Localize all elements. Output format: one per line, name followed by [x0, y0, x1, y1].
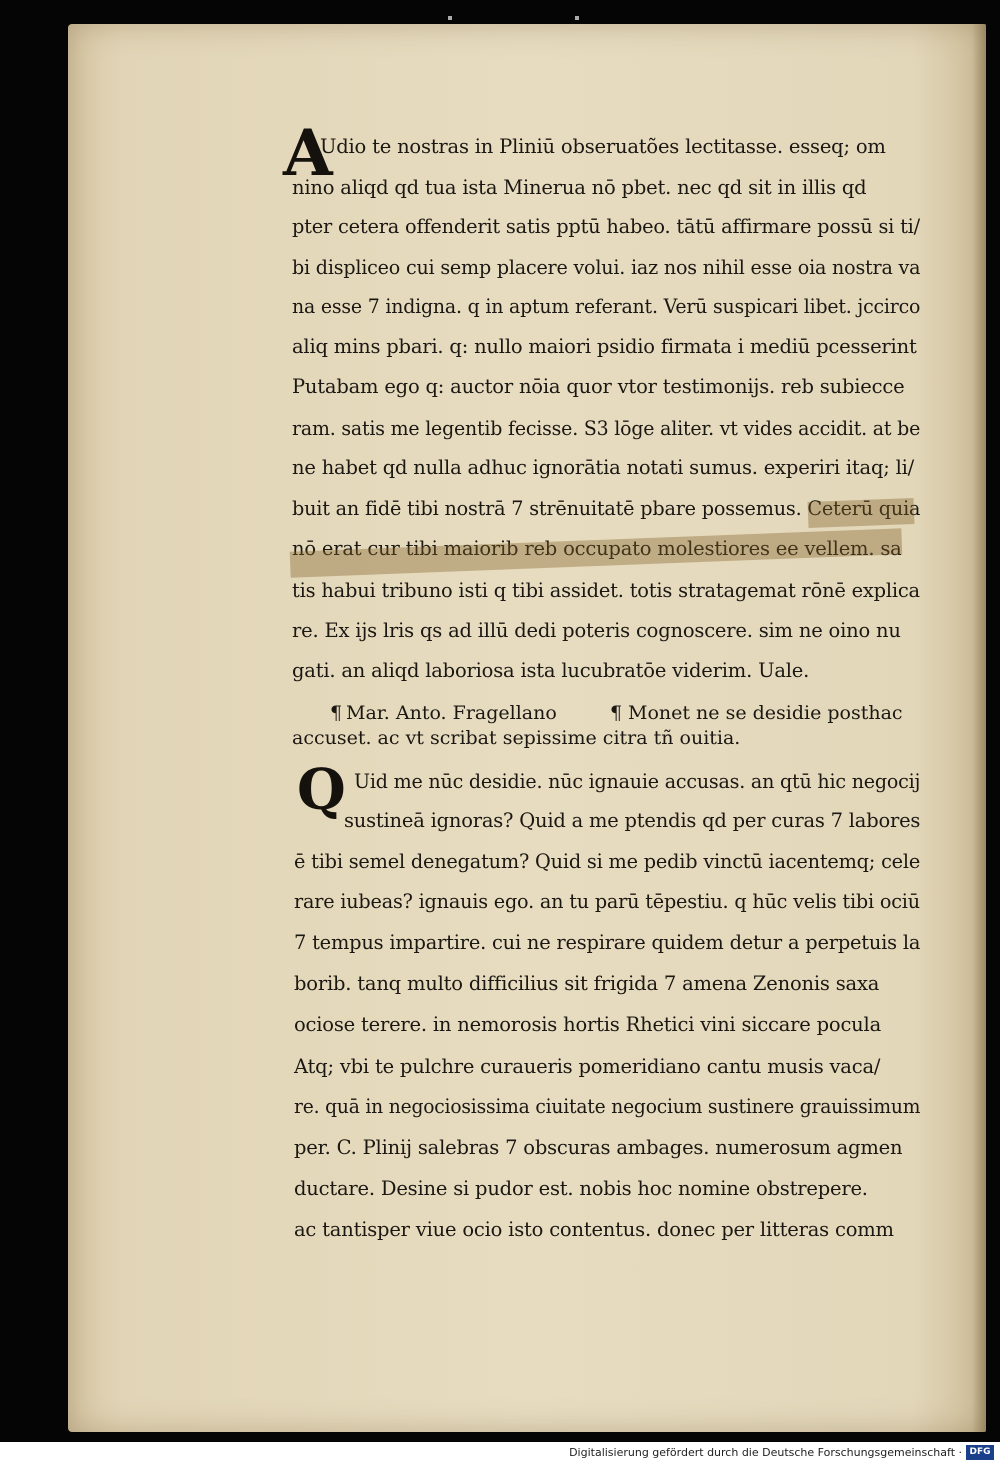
decorated-initial-a: A: [283, 116, 333, 191]
text-line: gati. an aliqd laboriosa ista lucubratōe viderim. Uale.: [292, 659, 810, 682]
letter-summary: Monet ne se desidie posthac: [628, 702, 903, 724]
text-line: tis habui tribuno isti q tibi assidet. totis stratagemat rōnē explica: [292, 579, 920, 602]
text-line: sustineā ignoras? Quid a me ptendis qd per curas 7 labores: [344, 809, 921, 832]
text-line: Udio te nostras in Pliniū obseruatões lectitasse. esseq; om: [320, 135, 886, 158]
text-line: Atq; vbi te pulchre curaueris pomeridiano cantu musis vaca/: [294, 1055, 881, 1078]
footer-bar: [0, 1442, 1000, 1464]
text-line: buit an fidē tibi nostrā 7 strēnuitatē pbare possemus. Ceterū quia: [292, 497, 921, 520]
text-line: ociose terere. in nemorosis hortis Rhetici vini siccare pocula: [294, 1013, 882, 1036]
paragraph-mark: ¶: [330, 702, 343, 724]
text-line: na esse 7 indigna. q in aptum referant. Verū suspicari libet. jccirco: [292, 295, 921, 318]
letter-summary-continued: accuset. ac vt scribat sepissime citra tñ ouitia.: [292, 727, 741, 749]
text-line: Putabam ego q: auctor nōia quor vtor testimonijs. reb subiecce: [292, 375, 905, 398]
paragraph-mark: ¶: [610, 702, 623, 724]
text-line: ne habet qd nulla adhuc ignorātia notati sumus. experiri itaq; li/: [292, 456, 915, 479]
text-line: pter cetera offenderit satis pptū habeo. tātū affirmare possū si ti/: [292, 215, 920, 238]
text-line: ac tantisper viue ocio isto contentus. donec per litteras comm: [294, 1218, 894, 1241]
text-line: bi displiceo cui semp placere volui. iaz nos nihil esse oia nostra va: [292, 256, 921, 279]
text-line: nino aliqd qd tua ista Minerua nō pbet. nec qd sit in illis qd: [292, 176, 867, 199]
text-line: rare iubeas? ignauis ego. an tu parū tēpestiu. q hūc velis tibi ociū: [294, 890, 920, 913]
text-line: ram. satis me legentib fecisse. S3 lōge aliter. vt vides accidit. at be: [292, 417, 921, 440]
page-edge-mark: [575, 16, 579, 20]
recipient-name: Mar. Anto. Fragellano: [346, 702, 557, 724]
text-line: aliq mins pbari. q: nullo maiori psidio firmata i mediū pcesserint: [292, 335, 917, 358]
text-line: 7 tempus impartire. cui ne respirare quidem detur a perpetuis la: [294, 931, 921, 954]
text-line: re. quā in negociosissima ciuitate negocium sustinere grauissimum: [294, 1095, 921, 1118]
text-line: ē tibi semel denegatum? Quid si me pedib vinctū iacentemq; cele: [294, 850, 921, 873]
funding-credit: Digitalisierung gefördert durch die Deutsche Forschungsgemeinschaft ·: [569, 1446, 962, 1459]
text-line: ductare. Desine si pudor est. nobis hoc nomine obstrepere.: [294, 1177, 868, 1200]
text-line: per. C. Plinij salebras 7 obscuras ambages. numerosum agmen: [294, 1136, 903, 1159]
text-line: re. Ex ijs lris qs ad illū dedi poteris cognoscere. sim ne oino nu: [292, 619, 901, 642]
decorated-initial-q: Q: [297, 757, 346, 823]
page-edge-mark: [448, 16, 452, 20]
dfg-logo[interactable]: DFG: [966, 1445, 994, 1460]
text-line: Uid me nūc desidie. nūc ignauie accusas. an qtū hic negocij: [354, 770, 921, 793]
text-line: borib. tanq multo difficilius sit frigida 7 amena Zenonis saxa: [294, 972, 880, 995]
text-line: nō erat cur tibi maiorib reb occupato molestiores ee vellem. sa: [292, 537, 902, 560]
ink-strikethrough: [808, 498, 915, 528]
